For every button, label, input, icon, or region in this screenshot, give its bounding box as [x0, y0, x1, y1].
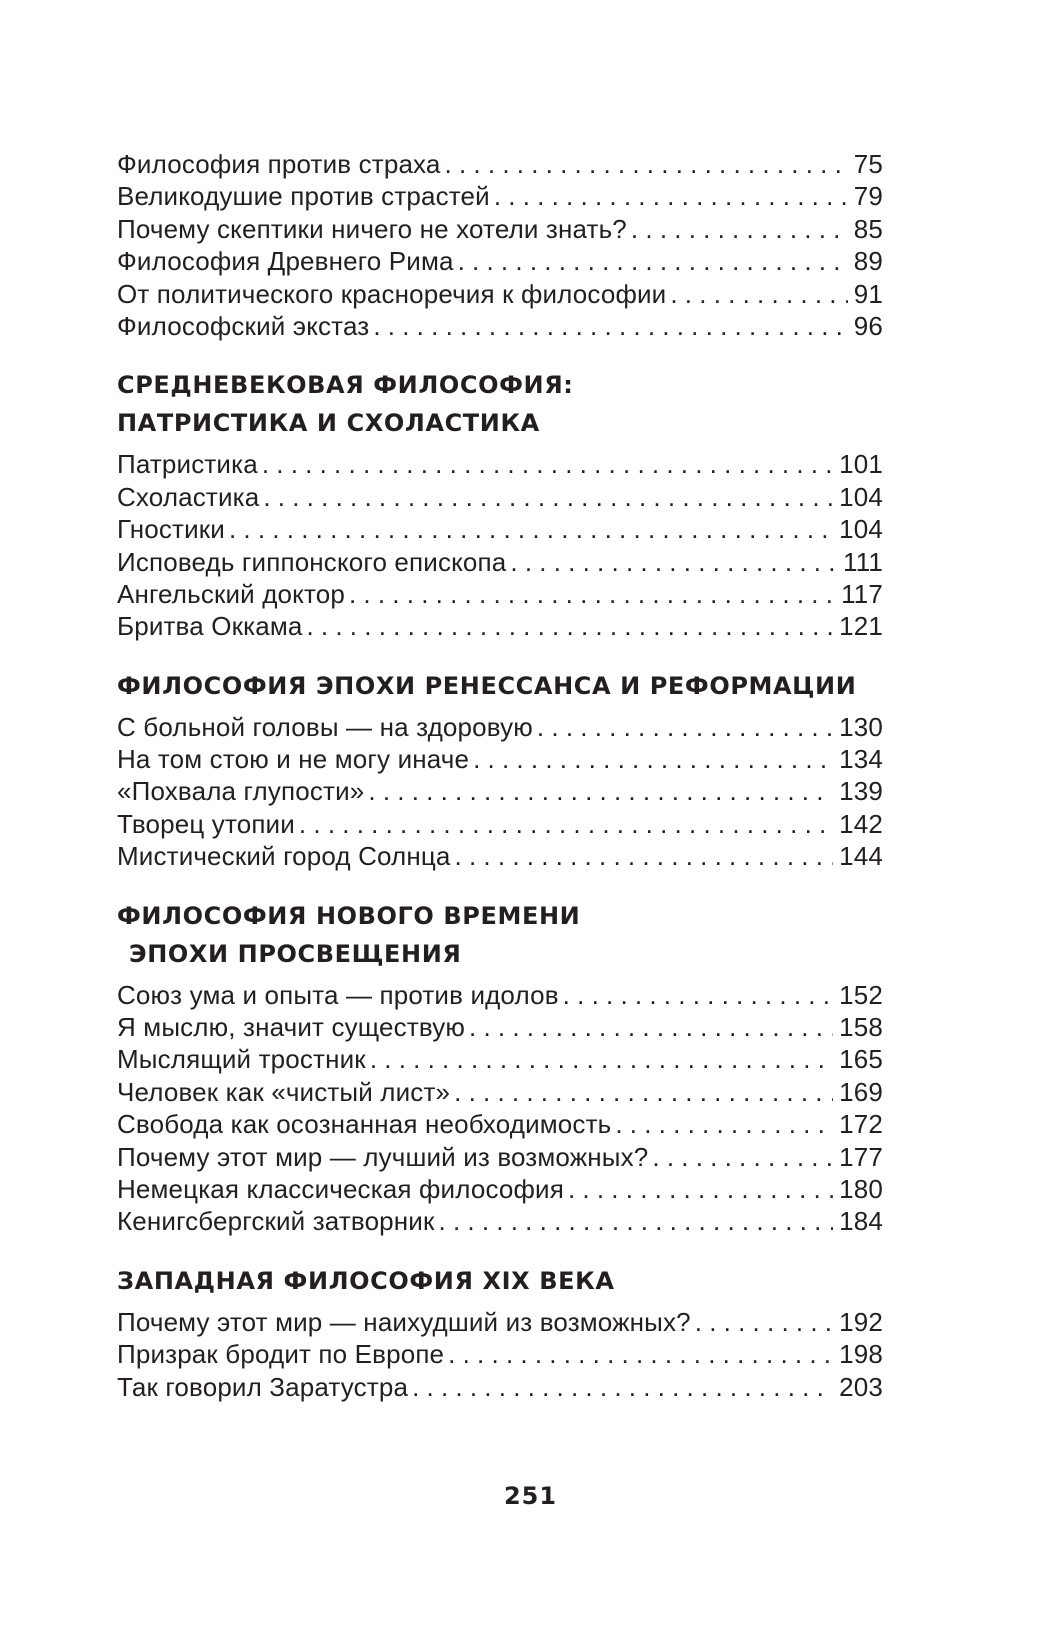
- toc-entry[interactable]: [117, 513, 883, 545]
- toc-entry[interactable]: [117, 743, 883, 775]
- toc-entry-title: Мыслящий тростник: [117, 1044, 366, 1075]
- toc-entry[interactable]: [117, 1338, 883, 1370]
- toc-entry-title: Мистический город Солнца: [117, 841, 451, 872]
- toc-entry-page: 172: [839, 1109, 883, 1140]
- toc-entry-page: 152: [839, 979, 883, 1010]
- dot-leader: [229, 513, 833, 545]
- toc-entry-page: 180: [839, 1173, 883, 1204]
- section-heading: [117, 667, 883, 705]
- toc-entry[interactable]: [117, 1205, 883, 1237]
- toc-entry-title: Философский экстаз: [117, 310, 370, 341]
- dot-leader: [494, 180, 848, 212]
- dot-leader: [299, 808, 833, 840]
- toc-entry-title: Почему этот мир — лучший из возможных?: [117, 1141, 649, 1172]
- section-heading-line: ФИЛОСОФИЯ НОВОГО ВРЕМЕНИ: [117, 901, 581, 930]
- toc-entry-page: 104: [839, 514, 883, 545]
- toc-entry-page: 121: [839, 611, 883, 642]
- toc-entry-title: Философия Древнего Рима: [117, 246, 454, 277]
- dot-leader: [568, 1173, 833, 1205]
- dot-leader: [510, 546, 837, 578]
- toc-entry-page: 101: [839, 449, 883, 480]
- toc-entry-page: 139: [839, 776, 883, 807]
- toc-entry-page: 79: [853, 181, 883, 212]
- toc-entry-title: Ангельский доктор: [117, 578, 345, 609]
- toc-entry-title: С больной головы — на здоровую: [117, 711, 533, 742]
- section-heading: [117, 366, 883, 442]
- toc-entry-page: 165: [839, 1044, 883, 1075]
- toc-section-19th-century: [117, 1262, 883, 1403]
- toc-entry-title: Почему скептики ничего не хотели знать?: [117, 213, 627, 244]
- toc-entry[interactable]: [117, 808, 883, 840]
- toc-entry-title: От политического красноречия к философии: [117, 278, 667, 309]
- toc-entry[interactable]: [117, 213, 883, 245]
- toc-entry-page: 142: [839, 808, 883, 839]
- toc-entry[interactable]: [117, 1108, 883, 1140]
- toc-entry[interactable]: [117, 1043, 883, 1075]
- toc-entry[interactable]: [117, 546, 883, 578]
- toc-entry-title: Почему этот мир — наихудший из возможных?: [117, 1306, 691, 1337]
- toc-entry-page: 111: [843, 546, 883, 577]
- toc-section-renaissance: [117, 667, 883, 873]
- dot-leader: [412, 1371, 833, 1403]
- toc-entry-page: 203: [839, 1371, 883, 1402]
- dot-leader: [445, 148, 848, 180]
- dot-leader: [458, 245, 848, 277]
- toc-entry-title: Призрак бродит по Европе: [117, 1339, 445, 1370]
- section-heading-line: ЗАПАДНАЯ ФИЛОСОФИЯ XIX ВЕКА: [117, 1266, 615, 1295]
- section-heading: [117, 1262, 883, 1300]
- toc-entry-page: 177: [839, 1141, 883, 1172]
- toc-section-ancient-continued: [117, 148, 883, 342]
- toc-entry-page: 192: [839, 1306, 883, 1337]
- toc-entry-title: Патристика: [117, 449, 258, 480]
- table-of-contents: [117, 148, 883, 1403]
- toc-entry-page: 134: [839, 744, 883, 775]
- toc-entry[interactable]: [117, 278, 883, 310]
- toc-entry-title: Схоластика: [117, 481, 260, 512]
- dot-leader: [349, 578, 835, 610]
- toc-section-medieval: [117, 366, 883, 642]
- toc-entry-title: Творец утопии: [117, 808, 295, 839]
- toc-entry-title: Свобода как осознанная необходимость: [117, 1109, 612, 1140]
- toc-entry[interactable]: [117, 578, 883, 610]
- toc-entry-title: На том стою и не могу иначе: [117, 744, 470, 775]
- toc-entry-page: 184: [839, 1206, 883, 1237]
- dot-leader: [695, 1306, 833, 1338]
- toc-entry-page: 169: [839, 1076, 883, 1107]
- dot-leader: [368, 775, 833, 807]
- toc-entry[interactable]: [117, 711, 883, 743]
- toc-entry-title: Бритва Оккама: [117, 611, 303, 642]
- toc-entry[interactable]: [117, 448, 883, 480]
- toc-entry[interactable]: [117, 979, 883, 1011]
- dot-leader: [469, 1011, 833, 1043]
- toc-section-modern: [117, 897, 883, 1238]
- toc-entry-page: 75: [853, 149, 883, 179]
- dot-leader: [454, 1076, 833, 1108]
- toc-entry[interactable]: [117, 1371, 883, 1403]
- dot-leader: [615, 1108, 833, 1140]
- toc-entry[interactable]: [117, 1076, 883, 1108]
- toc-entry-title: Я мыслю, значит существую: [117, 1012, 466, 1043]
- toc-entry-title: Великодушие против страстей: [117, 181, 490, 212]
- toc-entry[interactable]: [117, 840, 883, 872]
- toc-entry-title: «Похвала глупости»: [117, 776, 365, 807]
- toc-entry[interactable]: [117, 310, 883, 342]
- toc-entry[interactable]: [117, 481, 883, 513]
- toc-entry[interactable]: [117, 775, 883, 807]
- toc-entry-page: 104: [839, 481, 883, 512]
- dot-leader: [263, 481, 833, 513]
- toc-entry[interactable]: [117, 610, 883, 642]
- dot-leader: [563, 979, 833, 1011]
- section-heading-line: ПАТРИСТИКА И СХОЛАСТИКА: [117, 409, 540, 438]
- dot-leader: [306, 610, 833, 642]
- toc-entry-title: Гностики: [117, 514, 225, 545]
- toc-entry[interactable]: [117, 1141, 883, 1173]
- dot-leader: [455, 840, 834, 872]
- dot-leader: [652, 1141, 833, 1173]
- toc-entry[interactable]: [117, 245, 883, 277]
- toc-entry-title: Немецкая классическая философия: [117, 1173, 564, 1204]
- toc-entry-page: 117: [841, 578, 883, 609]
- toc-entry-title: Исповедь гиппонского епископа: [117, 546, 507, 577]
- dot-leader: [473, 743, 833, 775]
- dot-leader: [373, 310, 847, 342]
- toc-entry-title: Человек как «чистый лист»: [117, 1076, 451, 1107]
- toc-entry-page: 158: [839, 1012, 883, 1043]
- dot-leader: [670, 278, 847, 310]
- toc-entry-page: 89: [853, 246, 883, 277]
- section-heading-line: ЭПОХИ ПРОСВЕЩЕНИЯ: [129, 939, 462, 968]
- page-number: 251: [503, 1482, 558, 1510]
- dot-leader: [537, 711, 833, 743]
- dot-leader: [370, 1043, 833, 1075]
- toc-entry-title: Кенигсбергский затворник: [117, 1206, 435, 1237]
- section-heading-line: ФИЛОСОФИЯ ЭПОХИ РЕНЕССАНСА И РЕФОРМАЦИИ: [117, 671, 857, 700]
- toc-entry[interactable]: [117, 1306, 883, 1338]
- toc-entry-page: 96: [853, 310, 883, 341]
- section-heading-line: СРЕДНЕВЕКОВАЯ ФИЛОСОФИЯ:: [117, 371, 574, 400]
- toc-entry-title: Союз ума и опыта — против идолов: [117, 979, 559, 1010]
- dot-leader: [448, 1338, 833, 1370]
- toc-entry[interactable]: [117, 180, 883, 212]
- dot-leader: [439, 1205, 834, 1237]
- toc-entry[interactable]: [117, 1011, 883, 1043]
- dot-leader: [631, 213, 848, 245]
- toc-entry-title: Философия против страха: [117, 149, 441, 179]
- toc-entry-title: Так говорил Заратустра: [117, 1371, 409, 1402]
- dot-leader: [262, 448, 833, 480]
- toc-entry-page: 198: [839, 1339, 883, 1370]
- toc-entry[interactable]: [117, 148, 883, 180]
- section-heading: [117, 897, 883, 973]
- toc-entry-page: 91: [853, 278, 883, 309]
- toc-entry-page: 85: [853, 213, 883, 244]
- toc-entry-page: 144: [839, 841, 883, 872]
- toc-entry[interactable]: [117, 1173, 883, 1205]
- toc-entry-page: 130: [839, 711, 883, 742]
